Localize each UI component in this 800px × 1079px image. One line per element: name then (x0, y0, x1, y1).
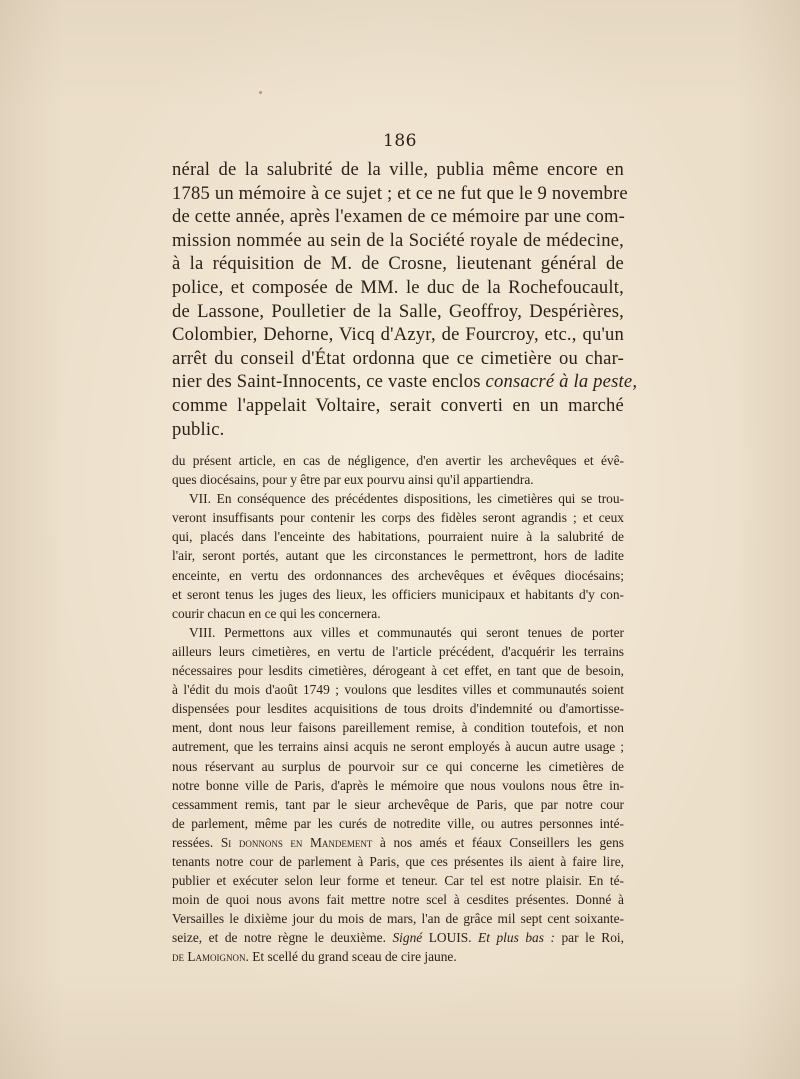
footnote-line: nécessaires pour lesdits cimetières, dérogeant à cet effet, en tant que de besoin, (172, 663, 624, 679)
footnote-line: moin de quoi nous avons fait mettre notre scel à cesdites présentes. Donné à (172, 892, 624, 908)
footnote-line: ques diocésains, pour y être par eux pourvu ainsi qu'il appartiendra. (172, 472, 534, 488)
footnote-line (172, 833, 624, 852)
footnote-line: VIII. Permettons aux villes et communautés qui seront tenues de porter (189, 624, 624, 640)
footnote-line: ailleurs leurs cimetières, en vertu de l'article précédent, d'acquérir les terrains (172, 643, 624, 659)
italic-plus-bas: Et plus bas : (478, 930, 555, 946)
footnote-line: notre bonne ville de Paris, d'après le mémoire que nous voulons nous être in- (172, 777, 624, 793)
footnote-line: qui, placés dans l'enceinte des habitations, pourraient nuire à la salubrité de (172, 529, 624, 545)
footnote-line: à l'édit du mois d'août 1749 ; voulons que lesdites villes et communautés soient (172, 682, 624, 698)
footnote-line: VII. En conséquence des précédentes dispositions, les cimetières qui se trou- (189, 491, 624, 507)
main-line: de Lassone, Poulletier de la Salle, Geoffroy, Despérières, (172, 300, 624, 322)
footnote-line-text: seize, et de notre règne le deuxième. (172, 930, 393, 946)
footnote-line (172, 928, 624, 947)
main-line: arrêt du conseil d'État ordonna que ce cimetière ou char- (172, 347, 624, 369)
footnote-line: et seront tenus les juges des lieux, les officiers municipaux et habitants d'y con- (172, 586, 624, 602)
main-line: comme l'appelait Voltaire, serait converti en un marché (172, 394, 624, 416)
small-caps-mandement: Si donnons en Mandement (220, 834, 373, 850)
footnote-block (172, 451, 624, 967)
footnote-line-text: . Et scellé du grand sceau de cire jaune. (245, 949, 457, 965)
footnote-line-text: LOUIS. (422, 930, 479, 946)
main-line: public. (172, 418, 225, 440)
footnote-line: cessamment remis, tant par le sieur archevêque de Paris, que par notre cour (172, 796, 624, 812)
main-line: Colombier, Dehorne, Vicq d'Azyr, de Fourcroy, etc., qu'un (172, 324, 624, 346)
italic-quote: consacré à la peste, (485, 371, 638, 393)
footnote-line: Versailles le dixième jour du mois de mars, l'an de grâce mil sept cent soixante- (172, 911, 624, 927)
footnote-line (172, 947, 624, 966)
footnote-line-text: par le Roi, (554, 930, 624, 946)
footnote-line: ment, dont nous leur faisons pareillement remise, à condition toutefois, et non (172, 720, 624, 736)
footnote-line: tenants notre cour de parlement à Paris, que ces présentes ils aient à faire lire, (172, 853, 624, 869)
footnote-line: de parlement, même par les curés de notredite ville, ou autres personnes inté- (172, 815, 624, 831)
footnote-line: dispensées pour lesdites acquisitions de tous droits d'indemnité ou d'amortisse- (172, 701, 624, 717)
footnote-line: du présent article, en cas de négligence, d'en avertir les archevêques et évê- (172, 453, 624, 468)
italic-signe: Signé (392, 930, 423, 946)
small-caps-lamoignon: de Lamoignon (172, 949, 246, 965)
footnote-line: l'air, seront portés, autant que les circonstances le permettront, hors de ladite (172, 548, 624, 564)
footnote-line: veront insuffisants pour contenir les corps des fidèles seront agrandis ; et ceux (172, 510, 624, 526)
footnote-line: nous réservant au surplus de pourvoir sur ce qui concerne les cimetières de (172, 758, 624, 774)
footnote-line: courir chacun en ce qui les concernera. (172, 605, 381, 621)
main-paragraph (172, 158, 638, 441)
paper-speck (259, 91, 262, 94)
footnote-line: enceinte, en vertu des ordonnances des archevêques et évêques diocésains; (172, 567, 624, 583)
page-number: 186 (383, 131, 417, 151)
footnote-line-text: ressées. (172, 834, 221, 850)
footnote-line: autrement, que les terrains ainsi acquis ne seront employés à aucun autre usage ; (172, 739, 624, 755)
main-line (172, 370, 638, 394)
main-line: police, et composée de MM. le duc de la Rochefoucault, (172, 276, 624, 298)
main-line-text: nier des Saint-Innocents, ce vaste enclos (172, 371, 486, 393)
main-line: à la réquisition de M. de Crosne, lieutenant général de (172, 253, 624, 275)
main-line: de cette année, après l'examen de ce mémoire par une com- (172, 206, 626, 228)
footnote-line: publier et exécuter selon leur forme et teneur. Car tel est notre plaisir. En té- (172, 873, 624, 889)
main-line: néral de la salubrité de la ville, publia même encore en (172, 159, 624, 180)
footnote-line-text: à nos amés et féaux Conseillers les gens (372, 834, 624, 850)
main-line: 1785 un mémoire à ce sujet ; et ce ne fut que le 9 novembre (172, 182, 628, 204)
main-line: mission nommée au sein de la Société royale de médecine, (172, 229, 624, 251)
